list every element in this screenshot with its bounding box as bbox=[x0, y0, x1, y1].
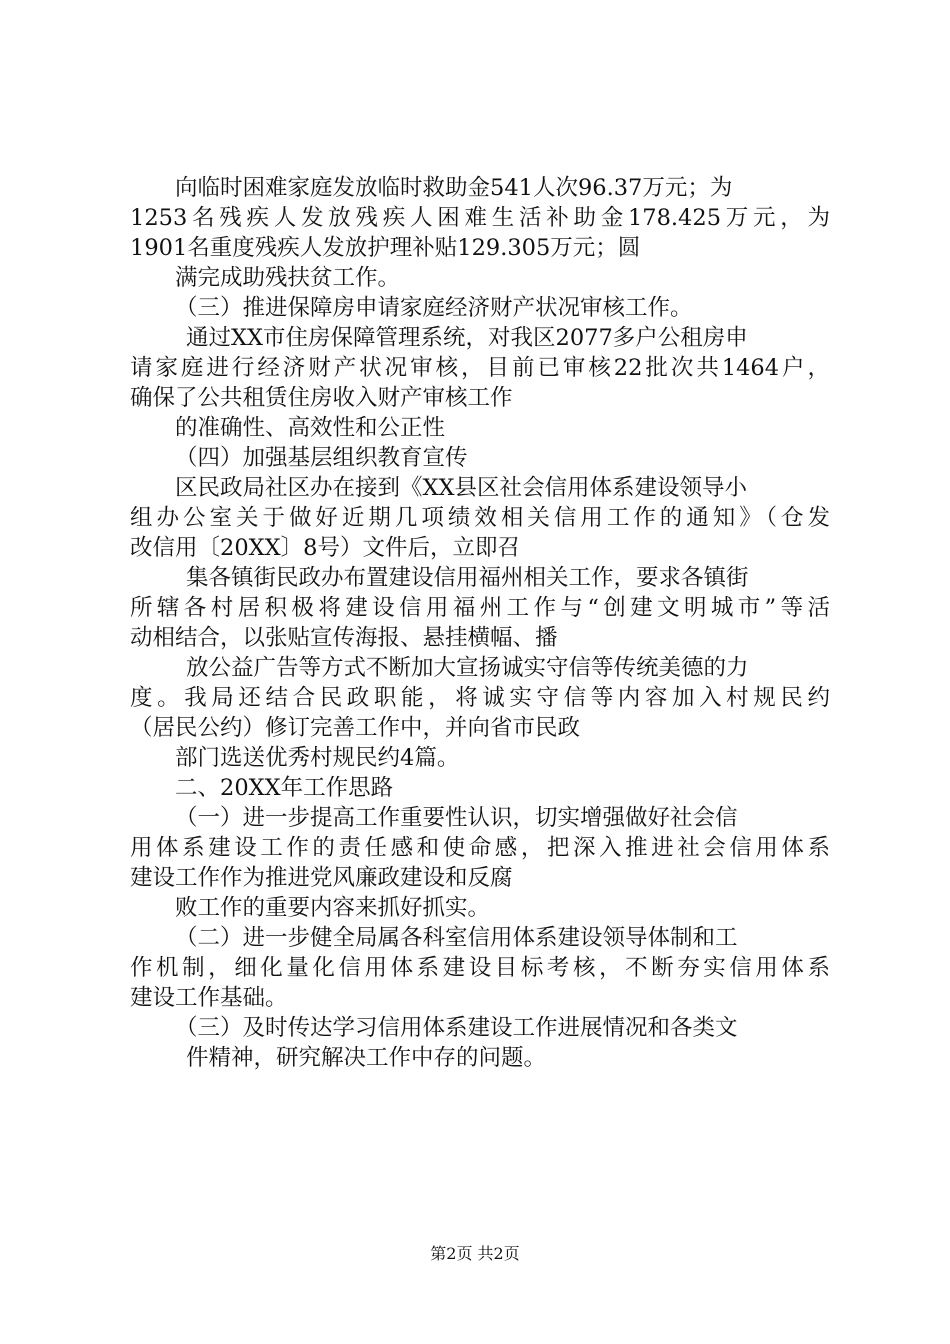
text-line: 度。我局还结合民政职能，将诚实守信等内容加入村规民约 bbox=[130, 685, 830, 711]
text-line: 件精神，研究解决工作中存的问题。 bbox=[186, 1045, 547, 1071]
section-heading: 二、20XX年工作思路 bbox=[175, 775, 394, 801]
text-line: 1253名残疾人发放残疾人困难生活补助金178.425万元，为 bbox=[130, 205, 830, 231]
text-line: 请家庭进行经济财产状况审核，目前已审核22批次共1464户， bbox=[130, 355, 830, 381]
text-line: （二）进一步健全局属各科室信用体系建设领导体制和工 bbox=[175, 925, 738, 951]
text-line: 用体系建设工作的责任感和使命感，把深入推进社会信用体系 bbox=[130, 835, 830, 861]
text-line: 组办公室关于做好近期几项绩效相关信用工作的通知》（仓发 bbox=[130, 505, 830, 531]
document-body bbox=[130, 173, 830, 1073]
text-line: 改信用〔20XX〕8号）文件后，立即召 bbox=[130, 535, 520, 561]
text-line: 确保了公共租赁住房收入财产审核工作 bbox=[130, 385, 513, 411]
text-line: 建设工作作为推进党风廉政建设和反腐 bbox=[130, 865, 513, 891]
text-line: 建设工作基础。 bbox=[130, 985, 288, 1011]
text-line: 集各镇街民政办布置建设信用福州相关工作，要求各镇街 bbox=[186, 565, 749, 591]
text-line: 1901名重度残疾人发放护理补贴129.305万元；圆 bbox=[130, 235, 641, 261]
text-line: 动相结合，以张贴宣传海报、悬挂横幅、播 bbox=[130, 625, 558, 651]
text-line: （三）推进保障房申请家庭经济财产状况审核工作。 bbox=[175, 295, 693, 321]
text-line: 所辖各村居积极将建设信用福州工作与“创建文明城市”等活 bbox=[130, 595, 830, 621]
text-line: 放公益广告等方式不断加大宣扬诚实守信等传统美德的力 bbox=[186, 655, 749, 681]
text-line: 作机制，细化量化信用体系建设目标考核，不断夯实信用体系 bbox=[130, 955, 830, 981]
text-line: （居民公约）修订完善工作中，并向省市民政 bbox=[130, 715, 581, 741]
text-line: （三）及时传达学习信用体系建设工作进展情况和各类文 bbox=[175, 1015, 738, 1041]
text-line: （一）进一步提高工作重要性认识，切实增强做好社会信 bbox=[175, 805, 738, 831]
text-line: 区民政局社区办在接到《XX县区社会信用体系建设领导小 bbox=[175, 475, 748, 501]
text-line: 的准确性、高效性和公正性 bbox=[175, 415, 446, 441]
text-line: 通过XX市住房保障管理系统，对我区2077多户公租房申 bbox=[186, 325, 748, 351]
page-number-footer: 第2页 共2页 bbox=[430, 1244, 520, 1263]
text-line: 败工作的重要内容来抓好抓实。 bbox=[175, 895, 491, 921]
text-line: 向临时困难家庭发放临时救助金541人次96.37万元；为 bbox=[175, 175, 733, 201]
text-line: 满完成助残扶贫工作。 bbox=[175, 265, 401, 291]
text-line: 部门选送优秀村规民约4篇。 bbox=[175, 745, 460, 771]
section-heading: （四）加强基层组织教育宣传 bbox=[175, 445, 468, 471]
